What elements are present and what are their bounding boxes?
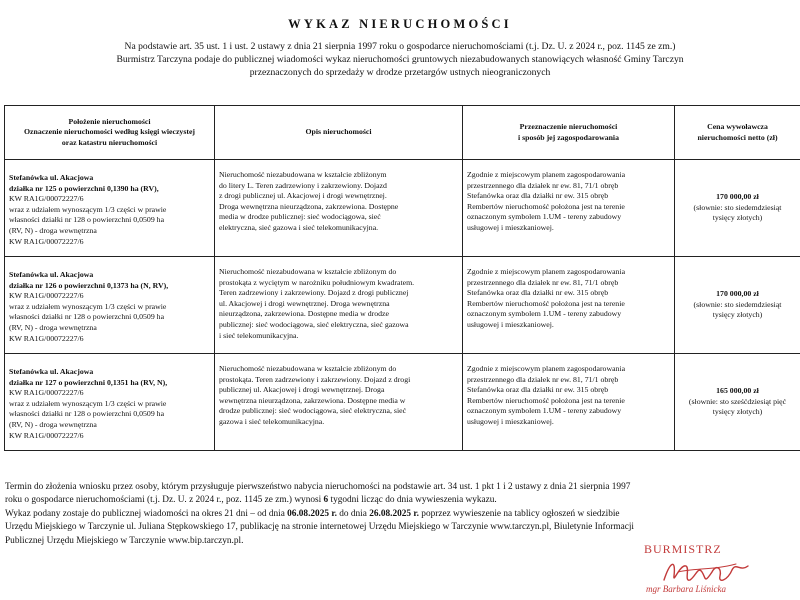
document-title: WYKAZ NIERUCHOMOŚCI <box>288 17 512 31</box>
location-cell: Stefanówka ul. Akacjowa działka nr 125 o powierzchni 0,1390 ha (RV), KW RA1G/00072227/6 wraz z udziałem wynoszącym 1/3 części w prawie własności działki nr 128 o powierzchni 0,0509 ha (RV, N) - droga wewnętrzna KW RA1G/00072227/6 <box>5 160 215 257</box>
property-table <box>4 105 800 451</box>
table-header-row <box>5 106 800 160</box>
stamp-title: BURMISTRZ <box>644 542 722 556</box>
price-value: 165 000,00 zł <box>716 386 759 396</box>
date-from: 06.08.2025 r. <box>287 508 337 519</box>
deadline-note: Termin do złożenia wniosku przez osoby, którym przysługuje pierwszeństwo nabycia nieruchomości na podstawie art. 34 ust. 1 pkt 1 i 2 ustawy z dnia 21 sierpnia 1997 roku o gospodarce nieruchomościami (t.j. Dz. U. z 2024 r., poz. 1145 ze zm.) wynosi 6 tygodni licząc do dnia wywieszenia wykazu. <box>5 482 631 506</box>
price-value: 170 000,00 zł <box>716 192 759 202</box>
official-stamp <box>624 542 774 600</box>
header-purpose: Przeznaczenie nieruchomości i sposób jej zagospodarowania <box>463 106 675 160</box>
date-to: 26.08.2025 r. <box>369 508 419 519</box>
price-cell: 170 000,00 zł (słownie: sto siedemdziesiąt tysięcy złotych) <box>675 160 800 257</box>
price-cell: 170 000,00 zł (słownie: sto siedemdziesiąt tysięcy złotych) <box>675 257 800 354</box>
table-row <box>5 354 800 451</box>
price-value: 170 000,00 zł <box>716 289 759 299</box>
stamp-name: mgr Barbara Liśnicka <box>646 584 727 594</box>
purpose-cell: Zgodnie z miejscowym planem zagospodarowania przestrzennego dla działek nr ew. 81, 71/1 obręb Stefanówka oraz dla działki nr ew. 315 obręb Rembertów nieruchomość położona jest na terenie oznaczonym symbolem 1.UM - tereny zabudowy usługowej i mieszkaniowej. <box>463 160 675 257</box>
price-cell: 165 000,00 zł (słownie: sto sześćdziesiąt pięć tysięcy złotych) <box>675 354 800 451</box>
publication-note: Wykaz podany zostaje do publicznej wiadomości na okres 21 dni – od dnia 06.08.2025 r. do dnia 26.08.2025 r. poprzez wywieszenie na tablicy ogłoszeń w siedzibie Urzędu Miejskiego w Tarczynie ul. Juliana Stępkowskiego 17, publikację na stronie internetowej Urzędu Miejskiego w Tarczynie www.tarczyn.pl, Biuletynie Informacji Publicznej Urzędu Miejskiego w Tarczynie www.bip.tarczyn.pl. <box>5 508 634 546</box>
header-price: Cena wywoławcza nieruchomości netto (zł) <box>675 106 800 160</box>
intro-line: Na podstawie art. 35 ust. 1 i ust. 2 ustawy z dnia 21 sierpnia 1997 roku o gospodarce nieruchomościami (t.j. Dz. U. z 2024 r., poz. 1145 ze zm.) <box>124 41 676 52</box>
description-cell: Nieruchomość niezabudowana w kształcie zbliżonym do prostokąta. Teren zadrzewiony i zakrzewiony. Dojazd z drogi publicznej ul. Akacjowej i drogi wewnętrznej. Droga wewnętrzna nieurządzona, zakrzewiona. Dostępne media w drodze publicznej: sieć wodociągowa, sieć elektryczna, sieć gazowa i sieć telekomunikacyjna. <box>215 354 463 451</box>
description-cell: Nieruchomość niezabudowana w kształcie zbliżonym do litery L. Teren zadrzewiony i zakrzewiony. Dojazd z drogi publicznej ul. Akacjowej i drogi wewnętrznej. Droga wewnętrzna nieurządzona, zakrzewiona. Dostępne media w drodze publicznej: sieć wodociągowa, sieć elektryczna, sieć gazowa i sieć telekomunikacyjna. <box>215 160 463 257</box>
table-row <box>5 257 800 354</box>
intro-line: Burmistrz Tarczyna podaje do publicznej wiadomości wykaz nieruchomości gruntowych niezabudowanych stanowiących własność Gminy Tarczyn <box>116 54 684 65</box>
header-description: Opis nieruchomości <box>215 106 463 160</box>
intro-line: przeznaczonych do sprzedaży w drodze przetargów ustnych nieograniczonych <box>249 67 551 78</box>
header-location: Położenie nieruchomości Oznaczenie nieruchomości według księgi wieczystej oraz katastru nieruchomości <box>5 106 215 160</box>
table-row <box>5 160 800 257</box>
location-cell: Stefanówka ul. Akacjowa działka nr 126 o powierzchni 0,1373 ha (N, RV), KW RA1G/00072227/6 wraz z udziałem wynoszącym 1/3 części w prawie własności działki nr 128 o powierzchni 0,0509 ha (RV, N) - droga wewnętrzna KW RA1G/00072227/6 <box>5 257 215 354</box>
purpose-cell: Zgodnie z miejscowym planem zagospodarowania przestrzennego dla działek nr ew. 81, 71/1 obręb Stefanówka oraz dla działki nr ew. 315 obręb Rembertów nieruchomość położona jest na terenie oznaczonym symbolem 1.UM - tereny zabudowy usługowej i mieszkaniowej. <box>463 354 675 451</box>
location-cell: Stefanówka ul. Akacjowa działka nr 127 o powierzchni 0,1351 ha (RV, N), KW RA1G/00072227/6 wraz z udziałem wynoszącym 1/3 części w prawie własności działki nr 128 o powierzchni 0,0509 ha (RV, N) - droga wewnętrzna KW RA1G/00072227/6 <box>5 354 215 451</box>
footer-notes <box>5 481 795 548</box>
description-cell: Nieruchomość niezabudowana w kształcie zbliżonym do prostokąta z wyciętym w narożniku południowym kwadratem. Teren zadrzewiony i zakrzewiony. Dojazd z drogi publicznej ul. Akacjowej i drogi wewnętrznej. Droga wewnętrzna nieurządzona, zakrzewiona. Dostępne media w drodze publicznej: sieć wodociągowa, sieć elektryczna, sieć gazowa i sieć telekomunikacyjna. <box>215 257 463 354</box>
intro-paragraph <box>20 40 780 79</box>
purpose-cell: Zgodnie z miejscowym planem zagospodarowania przestrzennego dla działek nr ew. 81, 71/1 obręb Stefanówka oraz dla działki nr ew. 315 obręb Rembertów nieruchomość położona jest na terenie oznaczonym symbolem 1.UM - tereny zabudowy usługowej i mieszkaniowej. <box>463 257 675 354</box>
